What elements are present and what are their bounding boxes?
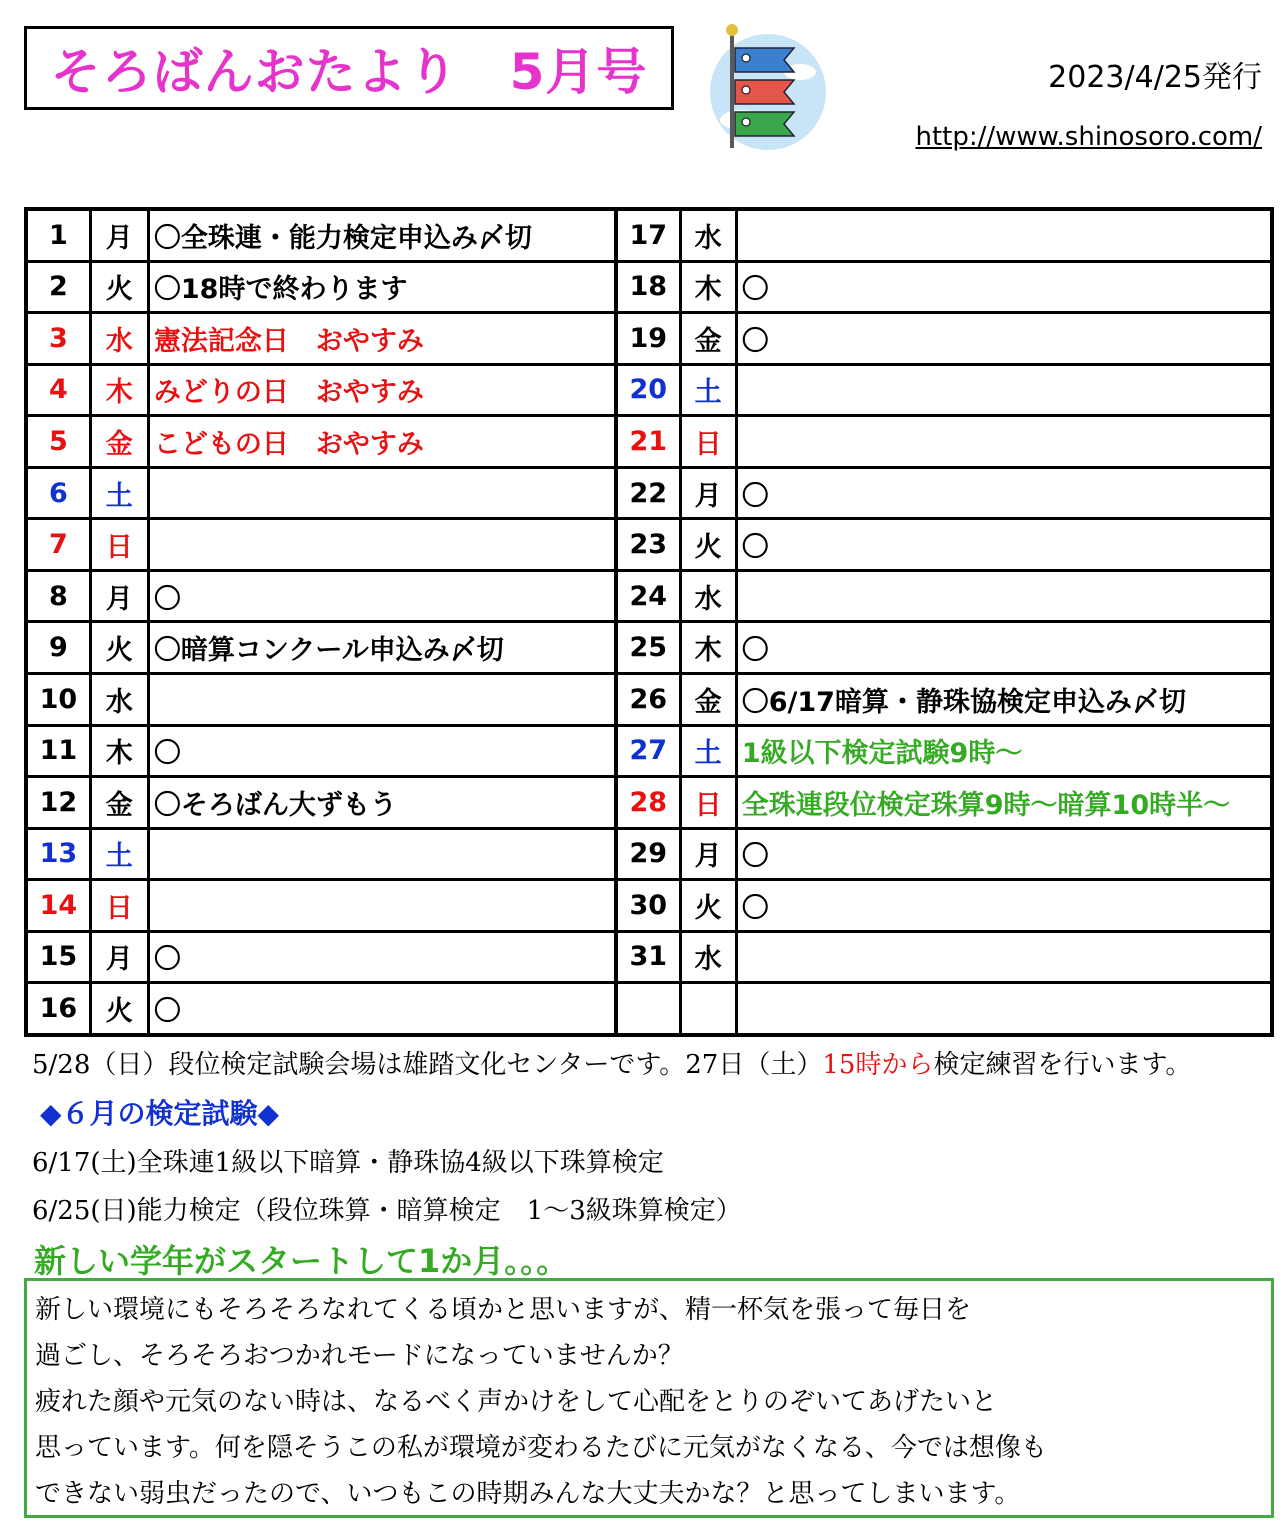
calendar-weekday: 金 <box>90 416 148 468</box>
calendar-event: 〇 <box>736 622 1272 674</box>
calendar-day-number: 22 <box>616 467 680 519</box>
calendar-weekday: 水 <box>90 673 148 725</box>
calendar-day-number: 24 <box>616 570 680 622</box>
practice-time-highlight: 15時から <box>822 1050 934 1080</box>
calendar-day-number: 7 <box>26 519 90 571</box>
calendar-event <box>736 416 1272 468</box>
calendar-day-number: 30 <box>616 880 680 932</box>
calendar-row <box>26 777 1272 829</box>
calendar-event <box>148 880 616 932</box>
issue-date: 2023/4/25発行 <box>1048 60 1262 95</box>
calendar-weekday: 土 <box>680 364 736 416</box>
calendar-row <box>26 931 1272 983</box>
calendar-row <box>26 725 1272 777</box>
calendar-event: 〇 <box>736 828 1272 880</box>
calendar-event <box>736 983 1272 1035</box>
calendar-weekday: 金 <box>680 673 736 725</box>
calendar-weekday: 月 <box>680 828 736 880</box>
calendar-weekday: 月 <box>680 467 736 519</box>
message-line: できない弱虫だったので、いつもこの時期みんな大丈夫かな？と思ってしまいます。 <box>35 1479 1021 1509</box>
calendar-event <box>148 519 616 571</box>
calendar-row <box>26 519 1272 571</box>
calendar-day-number: 28 <box>616 777 680 829</box>
calendar-row <box>26 364 1272 416</box>
calendar-row <box>26 467 1272 519</box>
calendar-row <box>26 313 1272 365</box>
calendar-day-number <box>616 983 680 1035</box>
calendar-row <box>26 261 1272 313</box>
calendar-weekday: 月 <box>90 570 148 622</box>
calendar-day-number: 6 <box>26 467 90 519</box>
calendar-day-number: 12 <box>26 777 90 829</box>
calendar-event: みどりの日 おやすみ <box>148 364 616 416</box>
calendar-weekday: 火 <box>680 880 736 932</box>
calendar-weekday: 土 <box>90 467 148 519</box>
calendar-event: 全珠連段位検定珠算9時～暗算10時半～ <box>736 777 1272 829</box>
calendar-row <box>26 828 1272 880</box>
calendar-weekday: 日 <box>90 519 148 571</box>
calendar-weekday: 火 <box>90 983 148 1035</box>
calendar-day-number: 5 <box>26 416 90 468</box>
calendar-day-number: 17 <box>616 209 680 261</box>
calendar-weekday: 木 <box>680 261 736 313</box>
calendar-weekday: 水 <box>680 570 736 622</box>
calendar-event <box>148 467 616 519</box>
calendar-weekday: 金 <box>680 313 736 365</box>
calendar-event: 〇 <box>736 261 1272 313</box>
website-link[interactable]: http://www.shinosoro.com/ <box>915 122 1262 152</box>
june-exam-item: 6/25(日)能力検定（段位珠算・暗算検定 1～3級珠算検定） <box>32 1196 742 1226</box>
message-box <box>24 1278 1274 1518</box>
calendar-day-number: 18 <box>616 261 680 313</box>
calendar-weekday: 水 <box>90 313 148 365</box>
calendar-event: 〇 <box>148 931 616 983</box>
calendar-weekday: 火 <box>90 622 148 674</box>
calendar-day-number: 26 <box>616 673 680 725</box>
calendar-event <box>736 570 1272 622</box>
calendar-day-number: 21 <box>616 416 680 468</box>
calendar-weekday: 水 <box>680 209 736 261</box>
calendar-day-number: 1 <box>26 209 90 261</box>
calendar-day-number: 23 <box>616 519 680 571</box>
calendar-weekday: 木 <box>90 364 148 416</box>
calendar-day-number: 27 <box>616 725 680 777</box>
calendar-row <box>26 570 1272 622</box>
calendar-event: 憲法記念日 おやすみ <box>148 313 616 365</box>
venue-note-tail: 検定練習を行います。 <box>933 1050 1192 1080</box>
calendar-event: 〇そろばん大ずもう <box>148 777 616 829</box>
calendar-weekday: 月 <box>90 209 148 261</box>
calendar-row <box>26 880 1272 932</box>
calendar-day-number: 13 <box>26 828 90 880</box>
calendar-day-number: 15 <box>26 931 90 983</box>
calendar-day-number: 4 <box>26 364 90 416</box>
calendar-day-number: 11 <box>26 725 90 777</box>
calendar-event <box>736 931 1272 983</box>
calendar-day-number: 19 <box>616 313 680 365</box>
calendar-weekday: 日 <box>90 880 148 932</box>
calendar-day-number: 25 <box>616 622 680 674</box>
calendar-weekday: 木 <box>680 622 736 674</box>
venue-note-text: 5/28（日）段位検定試験会場は雄踏文化センターです。27日（土） <box>32 1050 823 1080</box>
calendar-weekday: 土 <box>680 725 736 777</box>
june-exams-heading: ◆６月の検定試験◆ <box>40 1097 280 1130</box>
message-line: 過ごし、そろそろおつかれモードになっていませんか？ <box>35 1341 684 1371</box>
newsletter-title: そろばんおたより 5月号 <box>50 43 648 101</box>
calendar-day-number: 14 <box>26 880 90 932</box>
calendar-row <box>26 416 1272 468</box>
calendar-row <box>26 622 1272 674</box>
calendar-event <box>736 364 1272 416</box>
calendar-event: 〇 <box>736 880 1272 932</box>
calendar-event <box>148 673 616 725</box>
calendar-event <box>148 828 616 880</box>
calendar-event: 〇 <box>736 313 1272 365</box>
calendar-weekday: 木 <box>90 725 148 777</box>
calendar-day-number: 10 <box>26 673 90 725</box>
calendar-weekday: 火 <box>90 261 148 313</box>
calendar-event <box>736 209 1272 261</box>
message-line: 思っています。何を隠そうこの私が環境が変わるたびに元気がなくなる、今では想像も <box>35 1433 1047 1463</box>
newsletter-title-box <box>24 26 674 110</box>
calendar-weekday: 水 <box>680 931 736 983</box>
calendar-event: こどもの日 おやすみ <box>148 416 616 468</box>
calendar-weekday: 金 <box>90 777 148 829</box>
calendar-day-number: 9 <box>26 622 90 674</box>
calendar-weekday: 日 <box>680 416 736 468</box>
calendar-day-number: 3 <box>26 313 90 365</box>
calendar-event: 〇 <box>736 519 1272 571</box>
calendar-day-number: 20 <box>616 364 680 416</box>
calendar-day-number: 2 <box>26 261 90 313</box>
calendar-event: 1級以下検定試験9時～ <box>736 725 1272 777</box>
koinobori-illustration <box>702 20 826 152</box>
venue-note <box>32 1044 1191 1081</box>
message-heading: 新しい学年がスタートして1か月。。。 <box>34 1242 569 1280</box>
calendar-event: 〇 <box>736 467 1272 519</box>
message-line: 新しい環境にもそろそろなれてくる頃かと思いますが、精一杯気を張って毎日を <box>35 1295 972 1325</box>
calendar-row <box>26 209 1272 261</box>
calendar-event: 〇 <box>148 983 616 1035</box>
calendar-day-number: 16 <box>26 983 90 1035</box>
message-line: 疲れた顔や元気のない時は、なるべく声かけをして心配をとりのぞいてあげたいと <box>35 1387 998 1417</box>
calendar-event: 〇6/17暗算・静珠協検定申込み〆切 <box>736 673 1272 725</box>
calendar-day-number: 31 <box>616 931 680 983</box>
calendar-weekday: 土 <box>90 828 148 880</box>
calendar-weekday: 月 <box>90 931 148 983</box>
calendar-event: 〇 <box>148 570 616 622</box>
calendar-row <box>26 673 1272 725</box>
calendar-event: 〇全珠連・能力検定申込み〆切 <box>148 209 616 261</box>
calendar-row <box>26 983 1272 1035</box>
schedule-calendar <box>24 207 1274 1037</box>
calendar-event: 〇暗算コンクール申込み〆切 <box>148 622 616 674</box>
calendar-weekday: 火 <box>680 519 736 571</box>
calendar-weekday: 日 <box>680 777 736 829</box>
calendar-day-number: 29 <box>616 828 680 880</box>
calendar-day-number: 8 <box>26 570 90 622</box>
calendar-weekday <box>680 983 736 1035</box>
calendar-event: 〇 <box>148 725 616 777</box>
calendar-event: 〇18時で終わります <box>148 261 616 313</box>
june-exam-item: 6/17(土)全珠連1級以下暗算・静珠協4級以下珠算検定 <box>32 1148 664 1178</box>
